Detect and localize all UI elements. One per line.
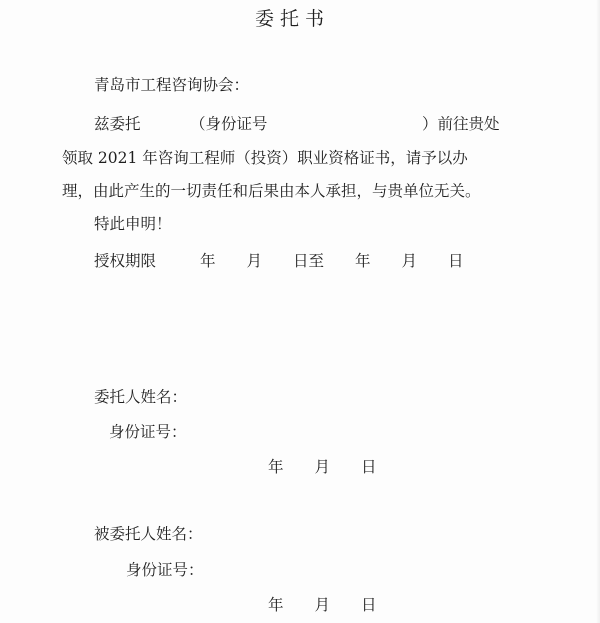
document-title: 委托书 bbox=[255, 8, 331, 30]
declaration: 特此申明！ bbox=[94, 215, 172, 233]
agent-name-label: 被委托人姓名： bbox=[94, 525, 203, 543]
page-edge-shadow bbox=[596, 0, 600, 623]
agent-date: 年 月 日 bbox=[268, 596, 377, 614]
agent-id-label: 身份证号： bbox=[126, 561, 204, 579]
principal-id-label: 身份证号： bbox=[109, 423, 187, 441]
body-line-2: 领取 2021 年咨询工程师（投资）职业资格证书，请予以办 bbox=[62, 149, 468, 167]
id-number-label: （身份证号 bbox=[190, 115, 268, 133]
go-to-office-text: ）前往贵处 bbox=[422, 115, 500, 133]
entrust-label: 兹委托 bbox=[94, 115, 141, 133]
authorization-period-label: 授权期限 bbox=[94, 252, 157, 270]
principal-date: 年 月 日 bbox=[268, 458, 377, 476]
addressee: 青岛市工程咨询协会： bbox=[94, 76, 250, 94]
authorization-period-dates: 年 月 日至 年 月 日 bbox=[200, 252, 464, 270]
principal-name-label: 委托人姓名： bbox=[94, 388, 188, 406]
body-line-3: 理，由此产生的一切责任和后果由本人承担，与贵单位无关。 bbox=[62, 182, 481, 200]
